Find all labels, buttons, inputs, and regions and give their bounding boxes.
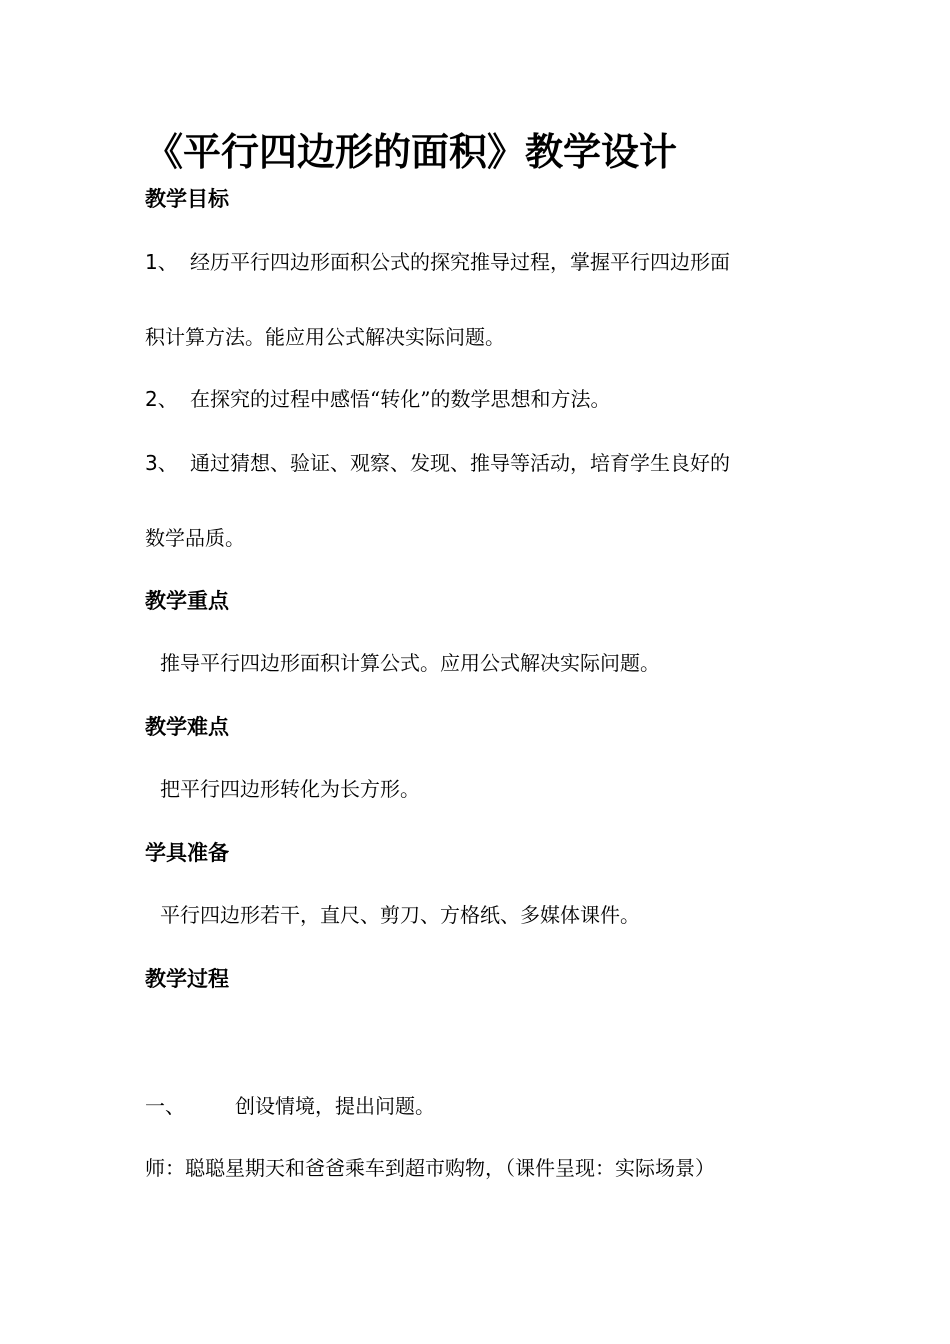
key-point-text: 推导平行四边形面积计算公式。应用公式解决实际问题。 bbox=[160, 651, 660, 675]
objective-1-line-2: 积计算方法。能应用公式解决实际问题。 bbox=[145, 325, 505, 349]
heading-key-point: 教学重点 bbox=[145, 589, 229, 613]
objective-1-text: 经历平行四边形面积公式的探究推导过程，掌握平行四边形面 bbox=[190, 250, 730, 274]
heading-materials: 学具准备 bbox=[145, 841, 229, 865]
heading-process: 教学过程 bbox=[145, 967, 229, 991]
document-title: 《平行四边形的面积》教学设计 bbox=[145, 130, 678, 174]
objective-3-line-1 bbox=[145, 448, 730, 478]
process-step-1-text: 创设情境，提出问题。 bbox=[235, 1094, 435, 1118]
objective-2-number: 2、 bbox=[145, 387, 178, 411]
teacher-line: 师：聪聪星期天和爸爸乘车到超市购物，（课件呈现：实际场景） bbox=[145, 1156, 715, 1180]
objective-3-line-2: 数学品质。 bbox=[145, 526, 245, 550]
heading-difficulty: 教学难点 bbox=[145, 715, 229, 739]
objective-1-number: 1、 bbox=[145, 250, 178, 274]
objective-3-text: 通过猜想、验证、观察、发现、推导等活动，培育学生良好的 bbox=[190, 451, 730, 475]
objective-2-line-1 bbox=[145, 384, 610, 414]
objective-3-number: 3、 bbox=[145, 451, 178, 475]
heading-objectives: 教学目标 bbox=[145, 187, 229, 211]
objective-1-line-1 bbox=[145, 247, 730, 277]
process-step-1-number: 一、 bbox=[145, 1094, 185, 1118]
materials-text: 平行四边形若干，直尺、剪刀、方格纸、多媒体课件。 bbox=[160, 903, 640, 927]
difficulty-text: 把平行四边形转化为长方形。 bbox=[160, 777, 420, 801]
process-step-1 bbox=[145, 1091, 435, 1121]
objective-2-text: 在探究的过程中感悟“转化”的数学思想和方法。 bbox=[190, 387, 611, 411]
